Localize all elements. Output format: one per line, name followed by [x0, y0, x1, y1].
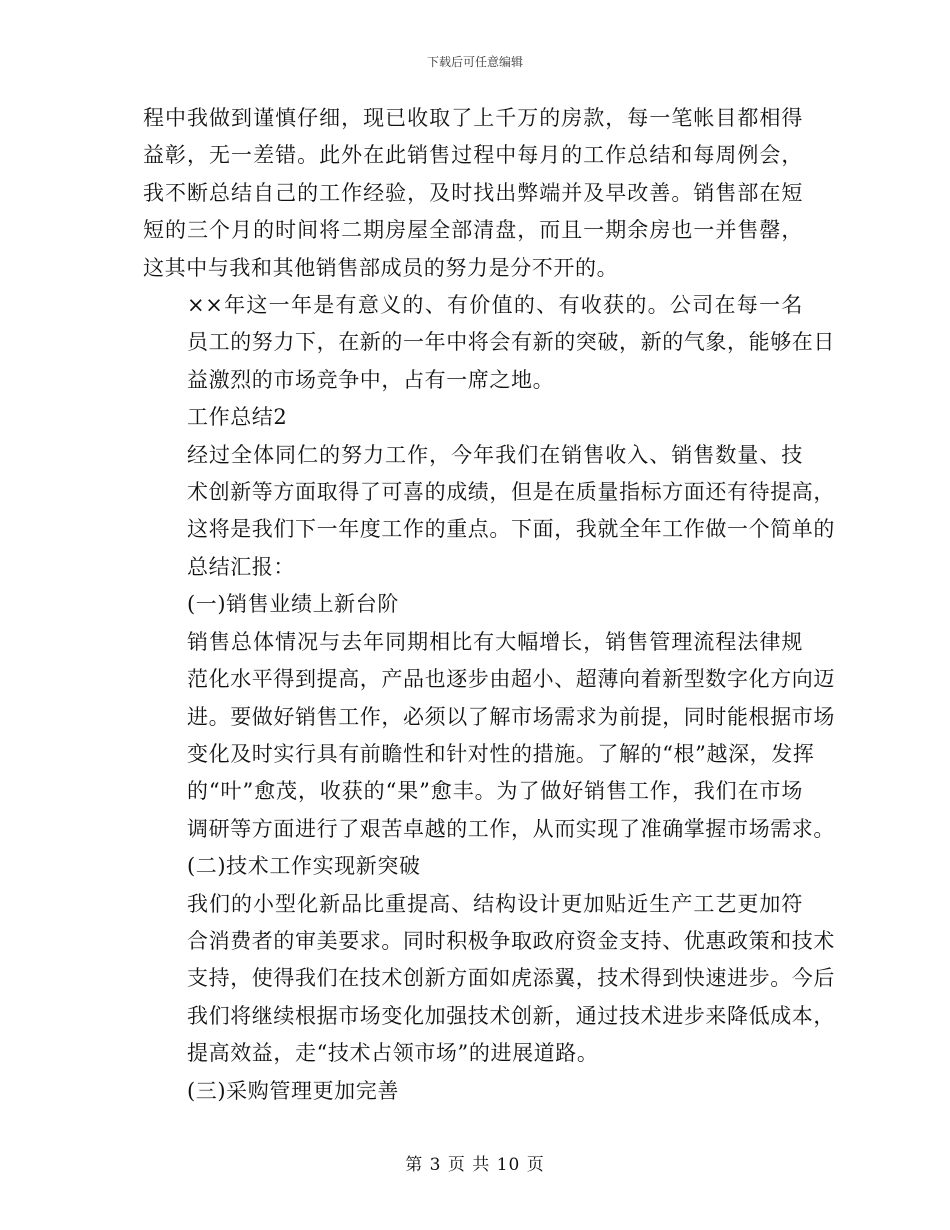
page-footer: 第 3 页 共 10 页: [405, 1155, 545, 1175]
paragraph: [143, 848, 803, 885]
text-line: 工作总结2: [187, 405, 288, 430]
text-line: 经过全体同仁的努力工作，今年我们在销售收入、销售数量、技: [187, 442, 803, 467]
paragraph: [143, 624, 835, 848]
text-line: 员工的努力下，在新的一年中将会有新的突破，新的气象，能够在日: [187, 330, 835, 355]
paragraph: [143, 886, 835, 1073]
text-line: 调研等方面进行了艰苦卓越的工作，从而实现了准确掌握市场需求。: [187, 816, 835, 841]
text-line: 我们将继续根据市场变化加强技术创新，通过技术进步来降低成本，: [187, 1003, 835, 1028]
text-line: (三)采购管理更加完善: [187, 1078, 399, 1103]
text-line: 这其中与我和其他销售部成员的努力是分不开的。: [143, 255, 619, 280]
text-line: 我不断总结自己的工作经验，及时找出弊端并及早改善。销售部在短: [143, 180, 803, 205]
text-line: 总结汇报：: [187, 554, 295, 579]
text-line: 进。要做好销售工作，必须以了解市场需求为前提，同时能根据市场: [187, 704, 835, 729]
text-line: 益彰，无一差错。此外在此销售过程中每月的工作总结和每周例会，: [143, 143, 803, 168]
text-line: 变化及时实行具有前瞻性和针对性的措施。了解的“根”越深，发挥: [187, 741, 815, 766]
document-body: [143, 100, 835, 1110]
text-line: 短的三个月的时间将二期房屋全部清盘，而且一期余房也一并售罄，: [143, 218, 803, 243]
text-line: 程中我做到谨慎仔细，现已收取了上千万的房款，每一笔帐目都相得: [143, 106, 803, 130]
text-line: 销售总体情况与去年同期相比有大幅增长，销售管理流程法律规: [187, 629, 803, 654]
text-line: 支持，使得我们在技术创新方面如虎添翼，技术得到快速进步。今后: [187, 966, 835, 991]
text-line: ××年这一年是有意义的、有价值的、有收获的。公司在每一名: [187, 293, 803, 318]
text-line: 的“叶”愈茂，收获的“果”愈丰。为了做好销售工作，我们在市场: [187, 779, 803, 804]
paragraph: [143, 287, 835, 399]
text-line: 我们的小型化新品比重提高、结构设计更加贴近生产工艺更加符: [187, 891, 803, 916]
paragraph: [143, 586, 803, 623]
paragraph: [143, 100, 803, 287]
paragraph: [143, 1073, 803, 1110]
text-line: 益激烈的市场竞争中，占有一席之地。: [187, 367, 555, 392]
text-line: 术创新等方面取得了可喜的成绩，但是在质量指标方面还有待提高，: [187, 480, 835, 505]
paragraph: [143, 399, 803, 436]
text-line: (二)技术工作实现新突破: [187, 854, 421, 879]
paragraph: [143, 437, 835, 587]
text-line: 合消费者的审美要求。同时积极争取政府资金支持、优惠政策和技术: [187, 928, 835, 953]
text-line: 这将是我们下一年度工作的重点。下面，我就全年工作做一个简单的: [187, 517, 835, 542]
text-line: 范化水平得到提高，产品也逐步由超小、超薄向着新型数字化方向迈: [187, 667, 835, 692]
text-line: 提高效益，走“技术占领市场”的进展道路。: [187, 1041, 599, 1066]
page-header: 下载后可任意编辑: [426, 55, 523, 69]
text-line: (一)销售业绩上新台阶: [187, 592, 399, 617]
